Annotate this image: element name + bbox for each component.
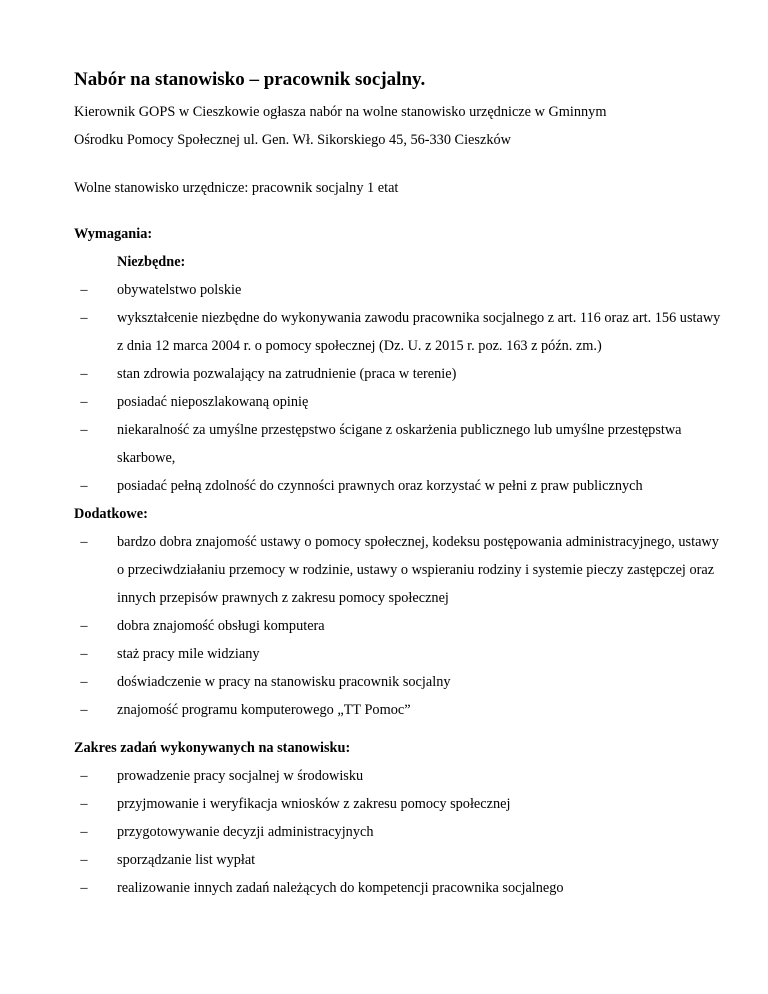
list-item-text: stan zdrowia pozwalający na zatrudnienie (praca w terenie) xyxy=(117,366,457,382)
list-item xyxy=(74,276,724,304)
list-item-text: wykształcenie niezbędne do wykonywania zawodu pracownika socjalnego z art. 116 oraz art. 156 ustawy z dnia 12 marca 2004 r. o pomocy społecznej (Dz. U. z 2015 r. poz. 163 z późn. zm.) xyxy=(117,310,721,354)
list-item xyxy=(74,416,724,472)
required-list xyxy=(74,276,724,500)
list-item xyxy=(74,472,724,500)
list-item xyxy=(74,846,724,874)
list-item xyxy=(74,762,724,790)
tasks-list xyxy=(74,762,724,902)
dash-bullet: – xyxy=(80,282,88,298)
dash-bullet: – xyxy=(80,852,88,868)
dash-bullet: – xyxy=(80,534,88,550)
additional-list xyxy=(74,528,724,724)
list-item xyxy=(74,612,724,640)
dash-bullet: – xyxy=(80,618,88,634)
list-item-text: prowadzenie pracy socjalnej w środowisku xyxy=(117,768,364,784)
list-item-text: bardzo dobra znajomość ustawy o pomocy społecznej, kodeksu postępowania administracyjnego, ustawy o przeciwdziałaniu przemocy w rodzinie, ustawy o wspieraniu rodziny i systemie pieczy zastępczej oraz innych przepisów prawnych z zakresu pomocy społecznej xyxy=(117,534,719,606)
list-item xyxy=(74,360,724,388)
dash-bullet: – xyxy=(80,366,88,382)
list-item-text: dobra znajomość obsługi komputera xyxy=(117,618,325,634)
list-item xyxy=(74,696,724,724)
dash-bullet: – xyxy=(80,824,88,840)
required-heading: Niezbędne: xyxy=(117,254,186,270)
list-item-text: realizowanie innych zadań należących do kompetencji pracownika socjalnego xyxy=(117,880,564,896)
list-item-text: niekaralność za umyślne przestępstwo ścigane z oskarżenia publicznego lub umyślne przestępstwa skarbowe, xyxy=(117,422,682,466)
list-item xyxy=(74,528,724,612)
list-item-text: posiadać nieposzlakowaną opinię xyxy=(117,394,309,410)
dash-bullet: – xyxy=(80,880,88,896)
list-item xyxy=(74,790,724,818)
document-page xyxy=(74,68,724,902)
position-line: Wolne stanowisko urzędnicze: pracownik socjalny 1 etat xyxy=(74,180,399,196)
dash-bullet: – xyxy=(80,796,88,812)
list-item-text: obywatelstwo polskie xyxy=(117,282,242,298)
list-item-text: doświadczenie w pracy na stanowisku pracownik socjalny xyxy=(117,674,451,690)
requirements-heading: Wymagania: xyxy=(74,226,153,242)
list-item xyxy=(74,818,724,846)
list-item-text: posiadać pełną zdolność do czynności prawnych oraz korzystać w pełni z praw publicznych xyxy=(117,478,643,494)
list-item-text: staż pracy mile widziany xyxy=(117,646,260,662)
list-item xyxy=(74,640,724,668)
tasks-heading: Zakres zadań wykonywanych na stanowisku: xyxy=(74,740,351,756)
intro-line-1: Kierownik GOPS w Cieszkowie ogłasza nabór na wolne stanowisko urzędnicze w Gminnym xyxy=(74,104,607,120)
list-item xyxy=(74,874,724,902)
dash-bullet: – xyxy=(80,310,88,326)
intro-line-2: Ośrodku Pomocy Społecznej ul. Gen. Wł. Sikorskiego 45, 56-330 Cieszków xyxy=(74,132,511,148)
list-item xyxy=(74,388,724,416)
list-item-text: sporządzanie list wypłat xyxy=(117,852,256,868)
list-item-text: znajomość programu komputerowego „TT Pomoc” xyxy=(117,702,411,718)
dash-bullet: – xyxy=(80,646,88,662)
page-title: Nabór na stanowisko – pracownik socjalny. xyxy=(74,69,426,90)
dash-bullet: – xyxy=(80,422,88,438)
list-item xyxy=(74,668,724,696)
list-item-text: przyjmowanie i weryfikacja wniosków z zakresu pomocy społecznej xyxy=(117,796,511,812)
additional-heading: Dodatkowe: xyxy=(74,506,148,522)
dash-bullet: – xyxy=(80,702,88,718)
dash-bullet: – xyxy=(80,768,88,784)
list-item-text: przygotowywanie decyzji administracyjnych xyxy=(117,824,374,840)
dash-bullet: – xyxy=(80,674,88,690)
dash-bullet: – xyxy=(80,394,88,410)
list-item xyxy=(74,304,724,360)
dash-bullet: – xyxy=(80,478,88,494)
